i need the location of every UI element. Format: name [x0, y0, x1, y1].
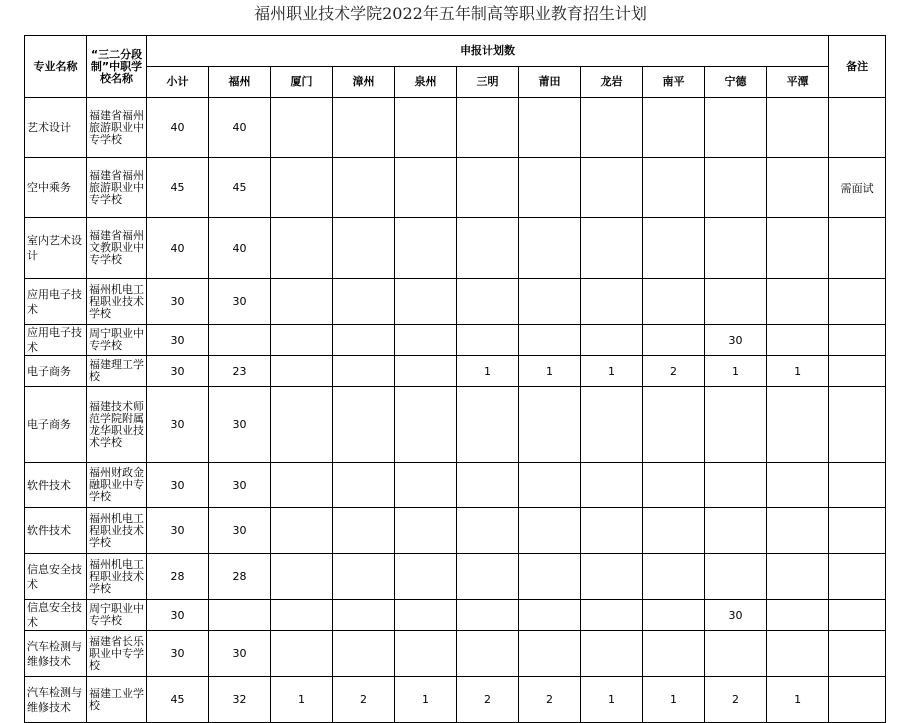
city-count-cell [333, 325, 395, 356]
city-count-cell [705, 98, 767, 158]
city-count-cell: 30 [705, 325, 767, 356]
major-cell: 汽车检测与维修技术 [25, 677, 87, 723]
city-count-cell [519, 325, 581, 356]
subtotal-cell: 30 [147, 463, 209, 508]
city-count-cell [457, 554, 519, 600]
city-count-cell [271, 387, 333, 463]
subtotal-cell: 30 [147, 631, 209, 677]
subtotal-cell: 30 [147, 356, 209, 387]
remark-cell [829, 387, 886, 463]
header-city: 泉州 [395, 67, 457, 98]
city-count-cell [581, 387, 643, 463]
city-count-cell [581, 218, 643, 279]
city-count-cell: 1 [519, 356, 581, 387]
school-cell: 福建省福州旅游职业中专学校 [87, 98, 147, 158]
remark-cell [829, 98, 886, 158]
header-major: 专业名称 [25, 36, 87, 98]
city-count-cell [643, 218, 705, 279]
remark-cell: 需面试 [829, 158, 886, 218]
city-count-cell [271, 554, 333, 600]
city-count-cell: 1 [581, 356, 643, 387]
header-school: “三二分段制”中职学校名称 [87, 36, 147, 98]
table-row [25, 279, 901, 325]
major-cell: 空中乘务 [25, 158, 87, 218]
city-count-cell [333, 387, 395, 463]
major-cell: 软件技术 [25, 463, 87, 508]
city-count-cell: 32 [209, 677, 271, 723]
city-count-cell [457, 631, 519, 677]
remark-cell [829, 356, 886, 387]
city-count-cell [705, 554, 767, 600]
city-count-cell [643, 463, 705, 508]
city-count-cell [519, 158, 581, 218]
table-row [25, 218, 901, 279]
city-count-cell [519, 279, 581, 325]
city-count-cell [643, 158, 705, 218]
city-count-cell [519, 218, 581, 279]
major-cell: 室内艺术设计 [25, 218, 87, 279]
city-count-cell [395, 554, 457, 600]
city-count-cell [271, 356, 333, 387]
city-count-cell [333, 98, 395, 158]
school-cell: 福建省福州旅游职业中专学校 [87, 158, 147, 218]
subtotal-cell: 30 [147, 508, 209, 554]
header-subtotal: 小计 [147, 67, 209, 98]
city-count-cell [767, 279, 829, 325]
city-count-cell [333, 218, 395, 279]
school-cell: 福州财政金融职业中专学校 [87, 463, 147, 508]
header-plan-group: 申报计划数 [147, 36, 829, 67]
city-count-cell [395, 387, 457, 463]
city-count-cell: 1 [457, 356, 519, 387]
city-count-cell [271, 508, 333, 554]
city-count-cell [581, 158, 643, 218]
city-count-cell [643, 387, 705, 463]
city-count-cell [395, 218, 457, 279]
city-count-cell [271, 600, 333, 631]
city-count-cell [705, 158, 767, 218]
school-cell: 福州机电工程职业技术学校 [87, 508, 147, 554]
city-count-cell [395, 631, 457, 677]
city-count-cell [767, 463, 829, 508]
city-count-cell [457, 600, 519, 631]
city-count-cell [581, 631, 643, 677]
table-row [25, 508, 901, 554]
school-cell: 福建工业学校 [87, 677, 147, 723]
school-cell: 福州机电工程职业技术学校 [87, 554, 147, 600]
city-count-cell [457, 508, 519, 554]
subtotal-cell: 30 [147, 600, 209, 631]
city-count-cell [457, 279, 519, 325]
city-count-cell: 30 [209, 279, 271, 325]
header-city: 福州 [209, 67, 271, 98]
city-count-cell: 1 [395, 677, 457, 723]
city-count-cell [767, 554, 829, 600]
page-title: 福州职业技术学院2022年五年制高等职业教育招生计划 [0, 0, 901, 30]
city-count-cell [767, 98, 829, 158]
city-count-cell [395, 98, 457, 158]
subtotal-cell: 30 [147, 279, 209, 325]
city-count-cell: 30 [705, 600, 767, 631]
city-count-cell [333, 463, 395, 508]
major-cell: 应用电子技术 [25, 279, 87, 325]
city-count-cell [705, 218, 767, 279]
city-count-cell: 2 [519, 677, 581, 723]
city-count-cell [767, 325, 829, 356]
school-cell: 周宁职业中专学校 [87, 325, 147, 356]
subtotal-cell: 45 [147, 677, 209, 723]
city-count-cell [767, 387, 829, 463]
city-count-cell [643, 98, 705, 158]
header-city: 南平 [643, 67, 705, 98]
city-count-cell [519, 98, 581, 158]
city-count-cell [457, 98, 519, 158]
school-cell: 福州机电工程职业技术学校 [87, 279, 147, 325]
city-count-cell [395, 158, 457, 218]
city-count-cell [395, 463, 457, 508]
city-count-cell [581, 600, 643, 631]
city-count-cell [333, 554, 395, 600]
city-count-cell [333, 631, 395, 677]
table-row [25, 356, 901, 387]
city-count-cell [395, 600, 457, 631]
city-count-cell [519, 600, 581, 631]
city-count-cell: 1 [643, 677, 705, 723]
city-count-cell [395, 356, 457, 387]
city-count-cell [457, 158, 519, 218]
city-count-cell [519, 508, 581, 554]
header-city: 平潭 [767, 67, 829, 98]
city-count-cell [767, 631, 829, 677]
city-count-cell [705, 387, 767, 463]
city-count-cell: 1 [767, 677, 829, 723]
major-cell: 艺术设计 [25, 98, 87, 158]
table-row [25, 325, 901, 356]
city-count-cell [457, 463, 519, 508]
city-count-cell [581, 325, 643, 356]
city-count-cell: 2 [705, 677, 767, 723]
subtotal-cell: 40 [147, 218, 209, 279]
city-count-cell [643, 600, 705, 631]
city-count-cell [643, 508, 705, 554]
city-count-cell [519, 631, 581, 677]
city-count-cell: 40 [209, 98, 271, 158]
city-count-cell [705, 631, 767, 677]
major-cell: 软件技术 [25, 508, 87, 554]
city-count-cell [581, 463, 643, 508]
table-row [25, 463, 901, 508]
city-count-cell [271, 98, 333, 158]
city-count-cell [519, 463, 581, 508]
city-count-cell [643, 325, 705, 356]
city-count-cell: 40 [209, 218, 271, 279]
school-cell: 福建省长乐职业中专学校 [87, 631, 147, 677]
city-count-cell [333, 279, 395, 325]
subtotal-cell: 45 [147, 158, 209, 218]
header-city: 宁德 [705, 67, 767, 98]
city-count-cell [271, 463, 333, 508]
major-cell: 应用电子技术 [25, 325, 87, 356]
city-count-cell [395, 279, 457, 325]
school-cell: 福建理工学校 [87, 356, 147, 387]
table-row [25, 554, 901, 600]
city-count-cell [271, 631, 333, 677]
city-count-cell [581, 279, 643, 325]
city-count-cell [581, 554, 643, 600]
remark-cell [829, 554, 886, 600]
remark-cell [829, 600, 886, 631]
city-count-cell: 1 [705, 356, 767, 387]
city-count-cell: 1 [767, 356, 829, 387]
table-row [25, 677, 901, 723]
school-cell: 福建技术师范学院附属龙华职业技术学校 [87, 387, 147, 463]
remark-cell [829, 508, 886, 554]
header-city: 龙岩 [581, 67, 643, 98]
school-cell: 福建省福州文教职业中专学校 [87, 218, 147, 279]
major-cell: 电子商务 [25, 356, 87, 387]
city-count-cell [767, 508, 829, 554]
city-count-cell: 45 [209, 158, 271, 218]
city-count-cell: 23 [209, 356, 271, 387]
city-count-cell: 2 [643, 356, 705, 387]
city-count-cell: 1 [581, 677, 643, 723]
table-row [25, 600, 901, 631]
city-count-cell [767, 600, 829, 631]
major-cell: 汽车检测与维修技术 [25, 631, 87, 677]
enrollment-plan-table [24, 35, 901, 723]
city-count-cell [705, 279, 767, 325]
city-count-cell [271, 325, 333, 356]
major-cell: 信息安全技术 [25, 554, 87, 600]
city-count-cell: 28 [209, 554, 271, 600]
remark-cell [829, 463, 886, 508]
city-count-cell [395, 325, 457, 356]
city-count-cell [643, 631, 705, 677]
city-count-cell [581, 508, 643, 554]
city-count-cell [457, 218, 519, 279]
remark-cell [829, 218, 886, 279]
remark-cell [829, 677, 886, 723]
subtotal-cell: 40 [147, 98, 209, 158]
city-count-cell [767, 218, 829, 279]
school-cell: 周宁职业中专学校 [87, 600, 147, 631]
city-count-cell [333, 158, 395, 218]
major-cell: 电子商务 [25, 387, 87, 463]
city-count-cell [643, 279, 705, 325]
table-row [25, 158, 901, 218]
city-count-cell [209, 600, 271, 631]
city-count-cell [209, 325, 271, 356]
header-remark: 备注 [829, 36, 886, 98]
city-count-cell [395, 508, 457, 554]
table-row [25, 631, 901, 677]
city-count-cell [767, 158, 829, 218]
remark-cell [829, 325, 886, 356]
city-count-cell: 30 [209, 463, 271, 508]
header-city: 厦门 [271, 67, 333, 98]
city-count-cell [333, 600, 395, 631]
remark-cell [829, 631, 886, 677]
city-count-cell [581, 98, 643, 158]
subtotal-cell: 28 [147, 554, 209, 600]
subtotal-cell: 30 [147, 387, 209, 463]
subtotal-cell: 30 [147, 325, 209, 356]
city-count-cell [457, 387, 519, 463]
table-row [25, 98, 901, 158]
city-count-cell [705, 508, 767, 554]
city-count-cell [519, 554, 581, 600]
city-count-cell [271, 158, 333, 218]
city-count-cell [333, 508, 395, 554]
city-count-cell: 30 [209, 387, 271, 463]
city-count-cell: 2 [333, 677, 395, 723]
city-count-cell [705, 463, 767, 508]
header-city: 漳州 [333, 67, 395, 98]
city-count-cell [271, 279, 333, 325]
city-count-cell [519, 387, 581, 463]
city-count-cell: 30 [209, 631, 271, 677]
major-cell: 信息安全技术 [25, 600, 87, 631]
city-count-cell [333, 356, 395, 387]
header-city: 三明 [457, 67, 519, 98]
city-count-cell: 30 [209, 508, 271, 554]
table-row [25, 387, 901, 463]
remark-cell [829, 279, 886, 325]
city-count-cell [643, 554, 705, 600]
city-count-cell [457, 325, 519, 356]
city-count-cell: 2 [457, 677, 519, 723]
city-count-cell: 1 [271, 677, 333, 723]
header-city: 莆田 [519, 67, 581, 98]
city-count-cell [271, 218, 333, 279]
